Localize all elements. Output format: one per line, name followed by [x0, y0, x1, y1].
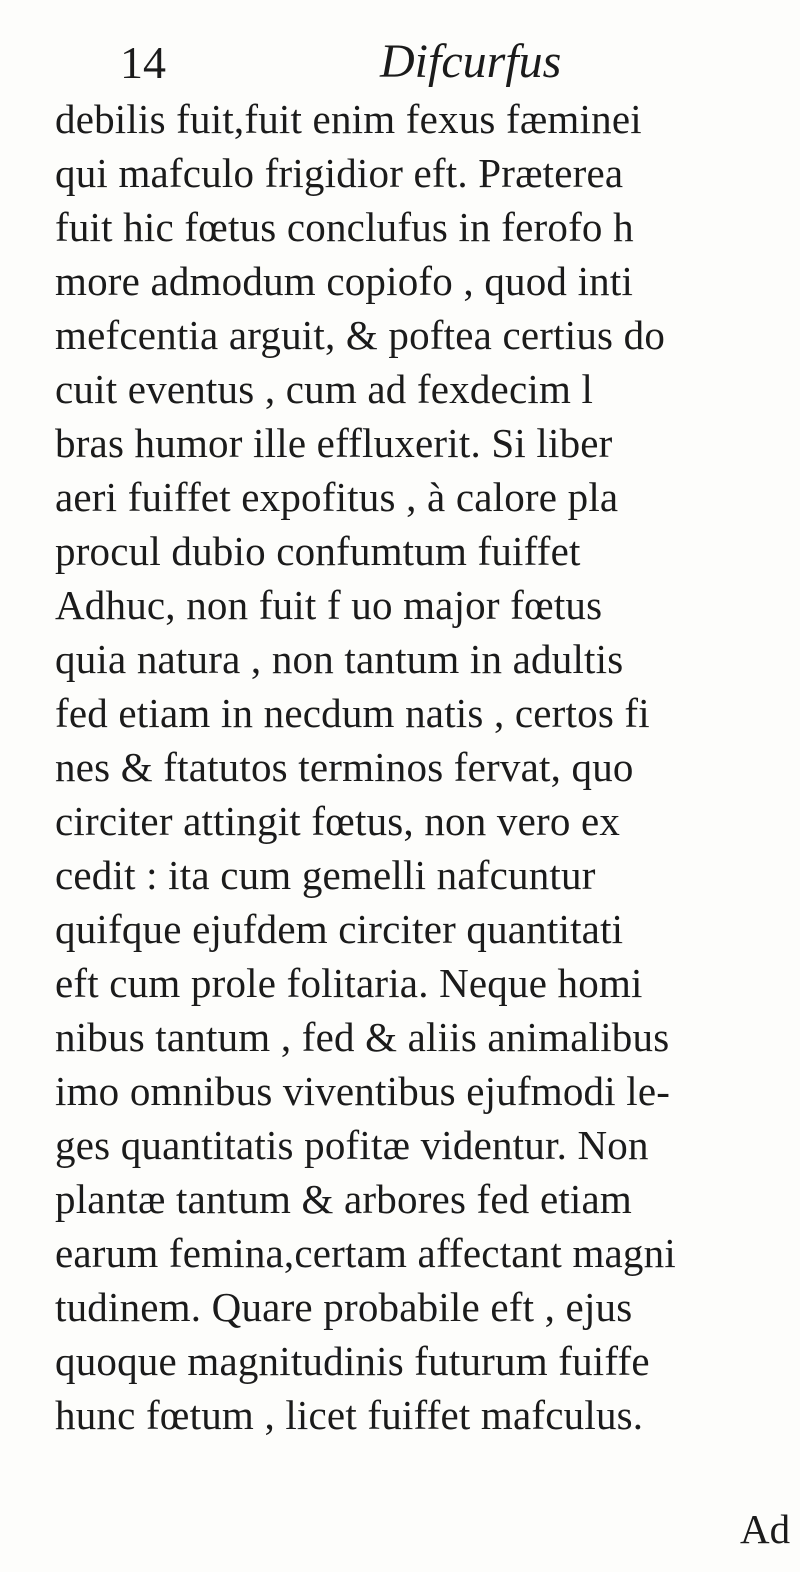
text-line: circiter attingit fœtus, non vero ex: [55, 798, 621, 844]
text-line: ges quantitatis pofitæ videntur. Non: [55, 1122, 649, 1168]
text-line: fed etiam in necdum natis , certos fi: [55, 690, 650, 736]
text-line: debilis fuit,fuit enim fexus fæminei: [55, 96, 642, 142]
text-line: quia natura , non tantum in adultis: [55, 636, 624, 682]
running-head: Difcurfus: [380, 35, 562, 88]
text-line: qui mafculo frigidior eft. Præterea: [55, 150, 624, 196]
text-line: fuit hic fœtus conclufus in ferofo h: [55, 204, 634, 250]
text-line: nibus tantum , fed & aliis animalibus: [55, 1014, 670, 1060]
page-header: [0, 28, 800, 98]
text-line: aeri fuiffet expofitus , à calore pla: [55, 474, 619, 520]
text-line: eft cum prole folitaria. Neque homi: [55, 960, 643, 1006]
text-line: hunc fœtum , licet fuiffet mafculus.: [55, 1392, 644, 1438]
catchword: Ad: [740, 1506, 791, 1552]
text-line: tudinem. Quare probabile eft , ejus: [55, 1284, 633, 1330]
body-text: [55, 92, 800, 1442]
text-line: imo omnibus viventibus ejufmodi le-: [55, 1068, 671, 1114]
text-line: quoque magnitudinis futurum fuiffe: [55, 1338, 650, 1384]
text-line: nes & ftatutos terminos fervat, quo: [55, 744, 634, 790]
text-line: quifque ejufdem circiter quantitati: [55, 906, 624, 952]
text-line: procul dubio confumtum fuiffet: [55, 528, 581, 574]
text-line: cedit : ita cum gemelli nafcuntur: [55, 852, 596, 898]
text-line: cuit eventus , cum ad fexdecim l: [55, 366, 594, 412]
text-line: earum femina,certam affectant magni: [55, 1230, 676, 1276]
text-line: mefcentia arguit, & poftea certius do: [55, 312, 666, 358]
text-line: Adhuc, non fuit f uo major fœtus: [55, 582, 603, 628]
text-line: bras humor ille effluxerit. Si liber: [55, 420, 613, 466]
text-line: more admodum copiofo , quod inti: [55, 258, 634, 304]
text-line: plantæ tantum & arbores fed etiam: [55, 1176, 633, 1222]
page-number: 14: [120, 37, 166, 88]
